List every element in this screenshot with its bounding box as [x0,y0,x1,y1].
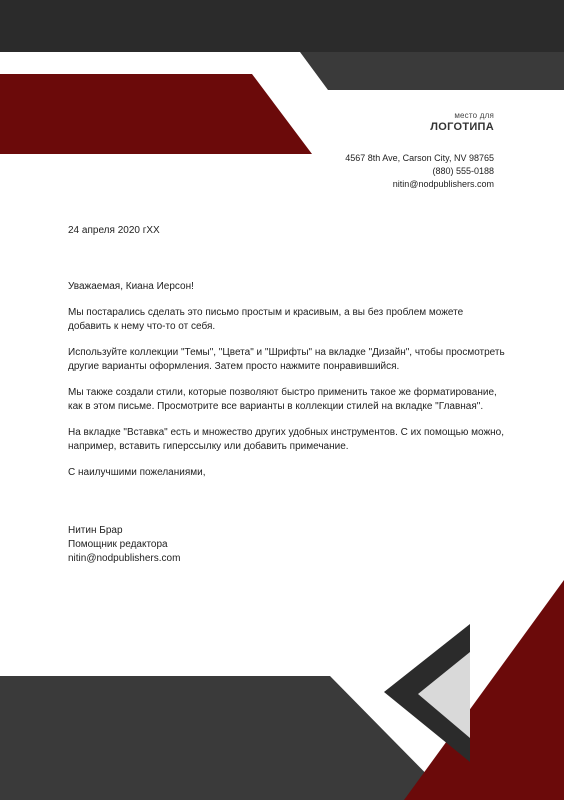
logo-placeholder [430,112,494,133]
letter-paragraph: Мы также создали стили, которые позволяют быстро применить такое же форматирование, как в этом письме. Просмотрите все варианты в коллекции стилей на вкладке "Главная". [68,387,497,412]
logo-small-text: место для [454,111,494,120]
letter-paragraph: Используйте коллекции "Темы", "Цвета" и "Шрифты" на вкладке "Дизайн", чтобы просмотреть другие варианты оформления. Затем просто нажмите понравившийся. [68,347,505,372]
top-right-gray-band [300,52,564,90]
letter-date: 24 апреля 2020 гXX [68,225,160,236]
letter-body [68,224,508,566]
signature-email: nitin@nodpublishers.com [68,553,181,564]
letter-closing: С наилучшими пожеланиями, [68,467,206,478]
sender-contact-block [345,152,494,191]
top-left-red-band [0,74,312,154]
sender-email: nitin@nodpublishers.com [392,179,494,189]
sender-phone: (880) 555-0188 [432,166,494,176]
letter-paragraph: Мы постарались сделать это письмо простым и красивым, а вы без проблем можете добавить к нему что-то от себя. [68,307,464,332]
letter-paragraph: На вкладке "Вставка" есть и множество других удобных инструментов. С их помощью можно, например, вставить гиперссылку или добавить примечание. [68,427,505,452]
top-bar [0,0,564,52]
sender-address: 4567 8th Ave, Carson City, NV 98765 [345,153,494,163]
logo-big-text: ЛОГОТИПА [430,120,494,133]
bottom-left-gray-band [0,676,452,800]
signature-title: Помощник редактора [68,539,168,550]
signature-name: Нитин Брар [68,525,123,536]
letter-salutation: Уважаемая, Киана Иерсон! [68,281,194,292]
